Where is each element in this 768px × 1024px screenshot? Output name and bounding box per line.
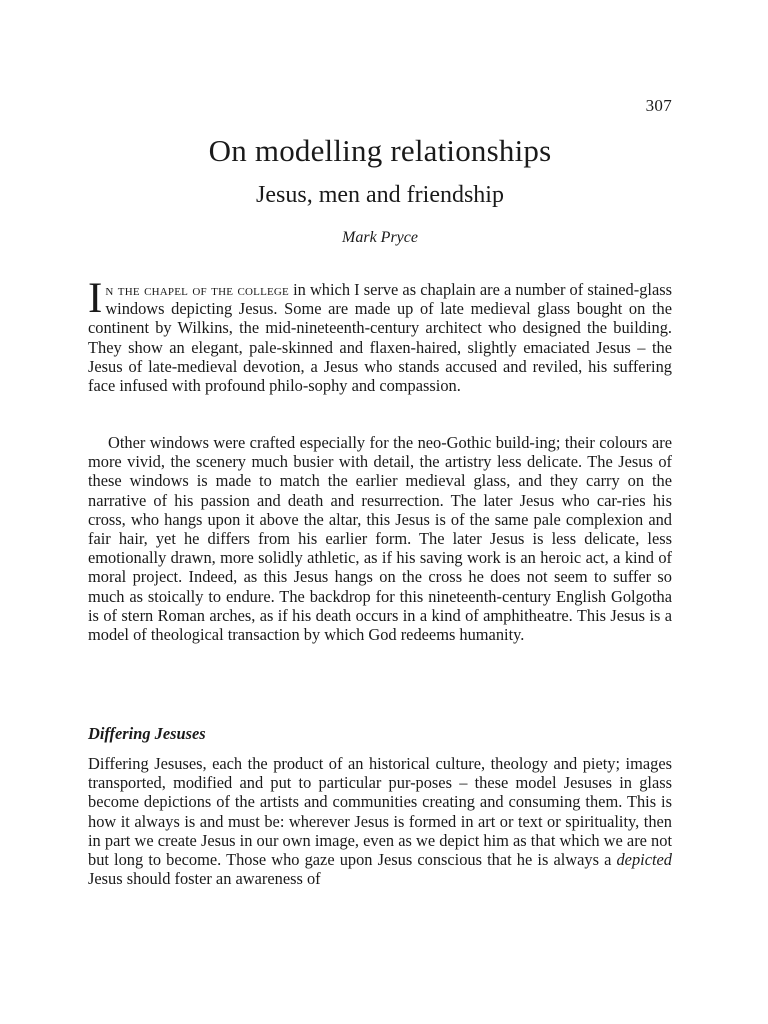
paragraph-3-text: Differing Jesuses, each the product of an historical culture, theology and piety; images transported, modified and put to particular pur-poses – these model Jesuses in glass become depictions of the artists and communities creating and consuming them. This is how it always is and must be: wherever Jesus is formed in art or text or spirituality, then in part we create Jesus in our own image, even as we depict him as that which we are not but long to become. Those who gaze upon Jesus conscious that he is always a <box>88 754 672 870</box>
article-title: On modelling relationships <box>208 133 552 168</box>
page-number: 307 <box>645 96 672 115</box>
paragraph-2: Other windows were crafted especially for the neo-Gothic build-ing; their colours are more vivid, the scenery much busier with detail, the artistry less delicate. The Jesus of these windows is made to match the earlier medieval glass, and they carry on the narrative of his passion and death and resurrection. The later Jesus who car-ries his cross, who hangs upon it above the altar, this Jesus is of the same pale complexion and fair hair, yet he differs from his earlier form. The later Jesus is less delicate, less emotionally drawn, more solidly athletic, as if his saving work is an heroic act, a kind of moral project. Indeed, as this Jesus hangs on the cross he does not seem to suffer so much as stoically to endure. The backdrop for this nineteenth-century English Golgotha is of stern Roman arches, as if his death occurs in a kind of amphitheatre. This Jesus is a model of theological transaction by which God redeems humanity. <box>88 433 672 645</box>
small-caps-lead: n the chapel of the college <box>105 280 289 299</box>
section-heading: Differing Jesuses <box>88 724 206 743</box>
drop-cap: I <box>88 275 103 322</box>
document-page <box>88 0 672 1024</box>
article-subtitle: Jesus, men and friendship <box>256 182 504 208</box>
paragraph-1-text: in which I serve as chaplain are a number of stained-glass windows depicting Jesus. Some are made up of late medieval glass bought on the continent by Wilkins, the mid-nineteenth-century architect who designed the building. They show an elegant, pale-skinned and flaxen-haired, slightly emaciated Jesus – the Jesus of late-medieval devotion, a Jesus who stands accused and reviled, his suffering face infused with profound philo-sophy and compassion. <box>88 280 672 396</box>
author-name: Mark Pryce <box>342 229 418 246</box>
paragraph-1 <box>88 275 672 396</box>
paragraph-3 <box>88 754 672 888</box>
emphasis-text: depicted <box>616 850 672 870</box>
paragraph-3-text-end: Jesus should foster an awareness of <box>88 869 321 889</box>
